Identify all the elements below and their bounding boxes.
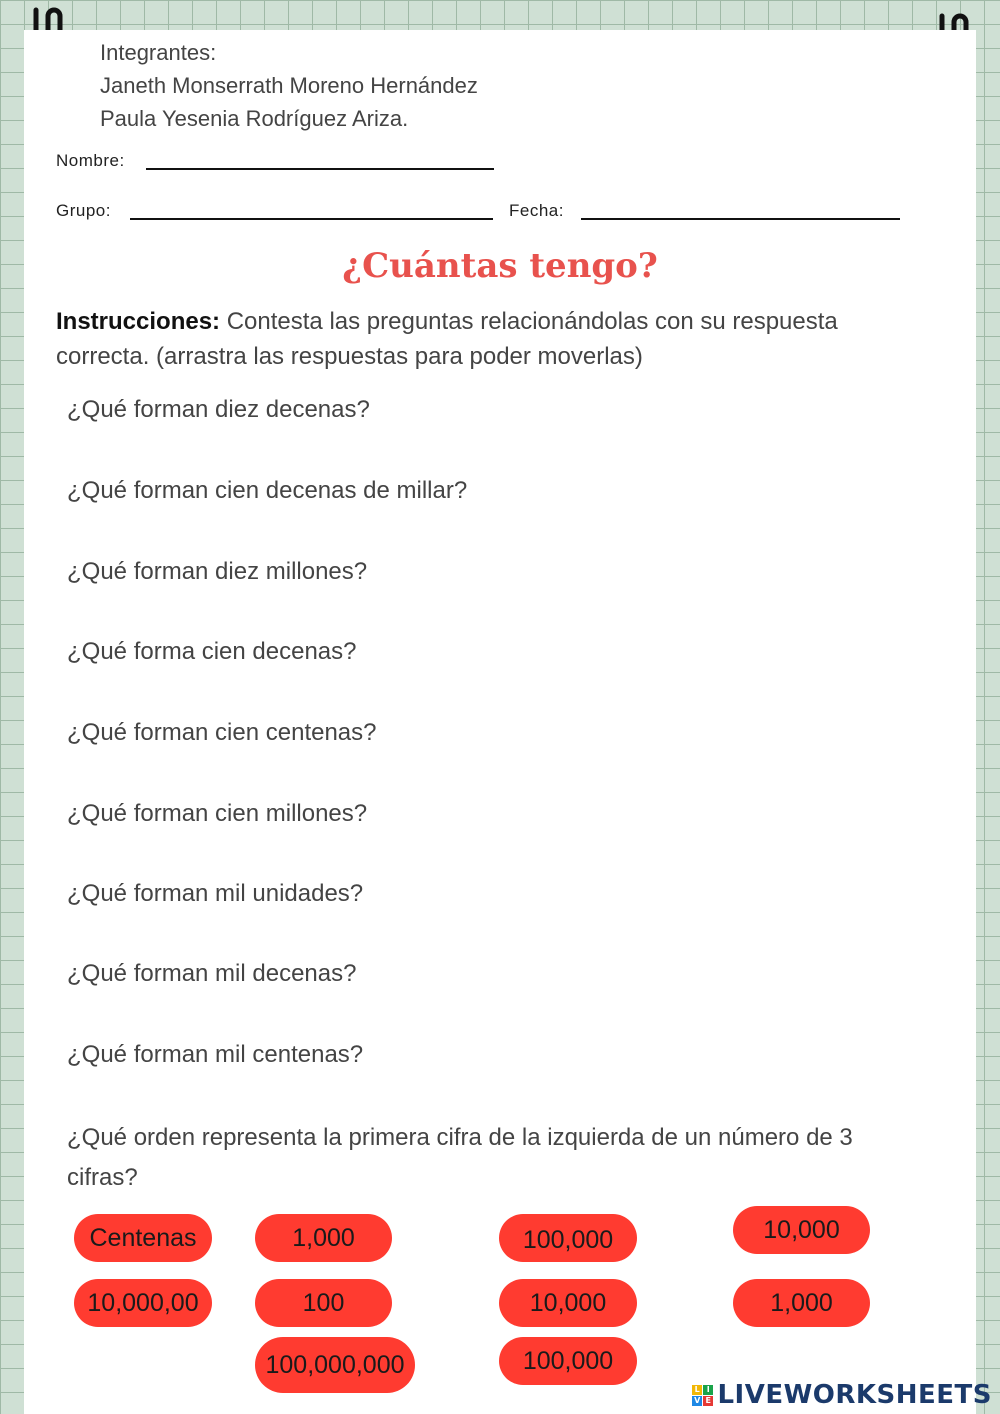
page-title: ¿Cuántas tengo?	[342, 246, 658, 286]
group-line	[130, 218, 493, 220]
instructions-label: Instrucciones:	[56, 308, 221, 335]
group-label: Grupo:	[56, 201, 111, 220]
question: ¿Qué forman cien millones?	[67, 800, 368, 827]
members-block	[100, 36, 478, 135]
answer-chip[interactable]: 10,000	[499, 1279, 637, 1327]
liveworksheets-logo-icon: L I V E	[692, 1385, 713, 1406]
question: ¿Qué forman diez decenas?	[67, 396, 370, 423]
date-line	[581, 218, 900, 220]
question: ¿Qué forman mil decenas?	[67, 960, 357, 987]
question: ¿Qué forman mil unidades?	[67, 880, 364, 907]
brand-name: LIVEWORKSHEETS	[717, 1380, 992, 1410]
answer-chip[interactable]: Centenas	[74, 1214, 212, 1262]
answer-chip[interactable]: 100,000	[499, 1214, 637, 1262]
answer-chip[interactable]: 10,000	[733, 1206, 870, 1254]
member-name: Janeth Monserrath Moreno Hernández	[100, 73, 478, 98]
answer-chip[interactable]: 10,000,00	[74, 1279, 212, 1327]
name-label: Nombre:	[56, 151, 125, 170]
instructions	[56, 304, 936, 374]
question: ¿Qué forman mil centenas?	[67, 1041, 364, 1068]
answer-chip[interactable]: 100,000,000	[255, 1337, 415, 1393]
answer-chip[interactable]: 100,000	[499, 1337, 637, 1385]
date-label: Fecha:	[509, 201, 564, 220]
answer-chip[interactable]: 1,000	[733, 1279, 870, 1327]
question: ¿Qué forman diez millones?	[67, 558, 368, 585]
instructions-text: Contesta las preguntas relacionándolas con su respuesta correcta. (arrastra las respuestas para poder moverlas)	[56, 308, 838, 370]
question: ¿Qué forman cien decenas de millar?	[67, 477, 468, 504]
question: ¿Qué orden representa la primera cifra de la izquierda de un número de 3 cifras?	[67, 1124, 853, 1191]
liveworksheets-brand	[692, 1380, 992, 1410]
member-name: Paula Yesenia Rodríguez Ariza.	[100, 106, 409, 131]
question: ¿Qué forman cien centenas?	[67, 719, 377, 746]
question: ¿Qué forma cien decenas?	[67, 638, 357, 665]
answer-chip[interactable]: 100	[255, 1279, 392, 1327]
answer-chip[interactable]: 1,000	[255, 1214, 392, 1262]
name-line	[146, 168, 494, 170]
members-label: Integrantes:	[100, 40, 217, 65]
